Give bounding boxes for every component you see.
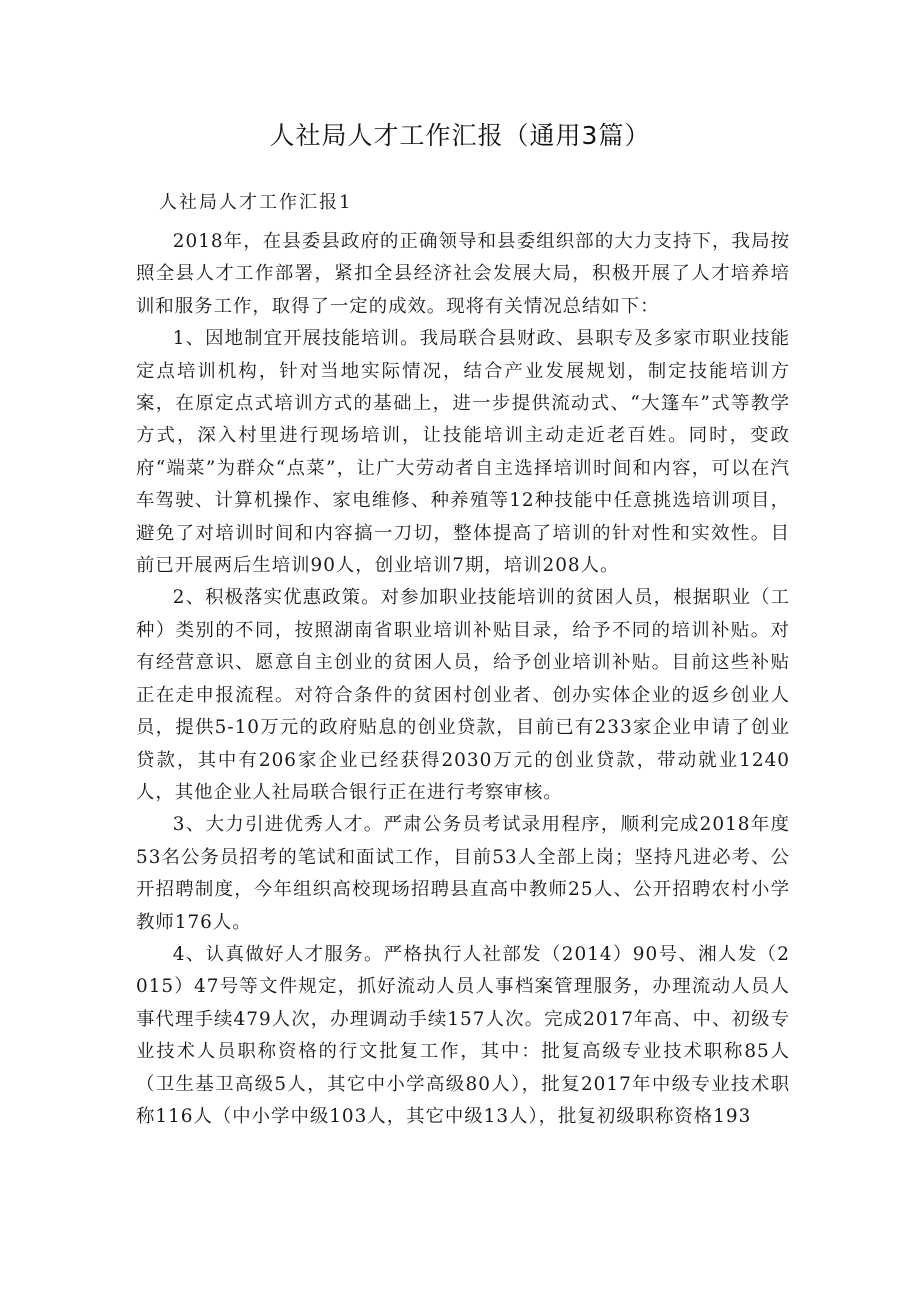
body-text [136, 226, 790, 1133]
paragraph-intro: 2018年，在县委县政府的正确领导和县委组织部的大力支持下，我局按照全县人才工作部署，紧扣全县经济社会发展大局，积极开展了人才培养培训和服务工作，取得了一定的成效。现将有关情况总结如下： [136, 231, 790, 317]
paragraph-skills-training: 1、因地制宜开展技能培训。我局联合县财政、县职专及多家市职业技能定点培训机构，针对当地实际情况，结合产业发展规划，制定技能培训方案，在原定点式培训方式的基础上，进一步提供流动式、“大篷车”式等教学方式，深入村里进行现场培训，让技能培训主动走近老百姓。同时，变政府“端菜”为群众“点菜”，让广大劳动者自主选择培训时间和内容，可以在汽车驾驶、计算机操作、家电维修、种养殖等12种技能中任意挑选培训项目，避免了对培训时间和内容搞一刀切，整体提高了培训的针对性和实效性。目前已开展两后生培训90人，创业培训7期，培训208人。 [136, 328, 790, 577]
page-title: 人社局人才工作汇报（通用3篇） [269, 121, 651, 150]
paragraph-talent-recruitment: 3、大力引进优秀人才。严肃公务员考试录用程序，顺利完成2018年度53名公务员招考的笔试和面试工作，目前53人全部上岗；坚持凡进必考、公开招聘制度，今年组织高校现场招聘县直高中教师25人、公开招聘农村小学教师176人。 [136, 814, 790, 933]
section-heading: 人社局人才工作汇报1 [159, 192, 353, 213]
paragraph-preferential-policy: 2、积极落实优惠政策。对参加职业技能培训的贫困人员，根据职业（工种）类别的不同，按照湖南省职业培训补贴目录，给予不同的培训补贴。对有经营意识、愿意自主创业的贫困人员，给予创业培训补贴。目前这些补贴正在走申报流程。对符合条件的贫困村创业者、创办实体企业的返乡创业人员，提供5-10万元的政府贴息的创业贷款，目前已有233家企业申请了创业贷款，其中有206家企业已经获得2030万元的创业贷款，带动就业1240人，其他企业人社局联合银行正在进行考察审核。 [136, 587, 790, 803]
paragraph-talent-service: 4、认真做好人才服务。严格执行人社部发（2014）90号、湘人发（2015）47号等文件规定，抓好流动人员人事档案管理服务，办理流动人员人事代理手续479人次，办理调动手续157人次。完成2017年高、中、初级专业技术人员职称资格的行文批复工作，其中：批复高级专业技术职称85人（卫生基卫高级5人，其它中小学高级80人），批复2017年中级专业技术职称116人（中小学中级103人，其它中级13人），批复初级职称资格193 [136, 943, 790, 1127]
